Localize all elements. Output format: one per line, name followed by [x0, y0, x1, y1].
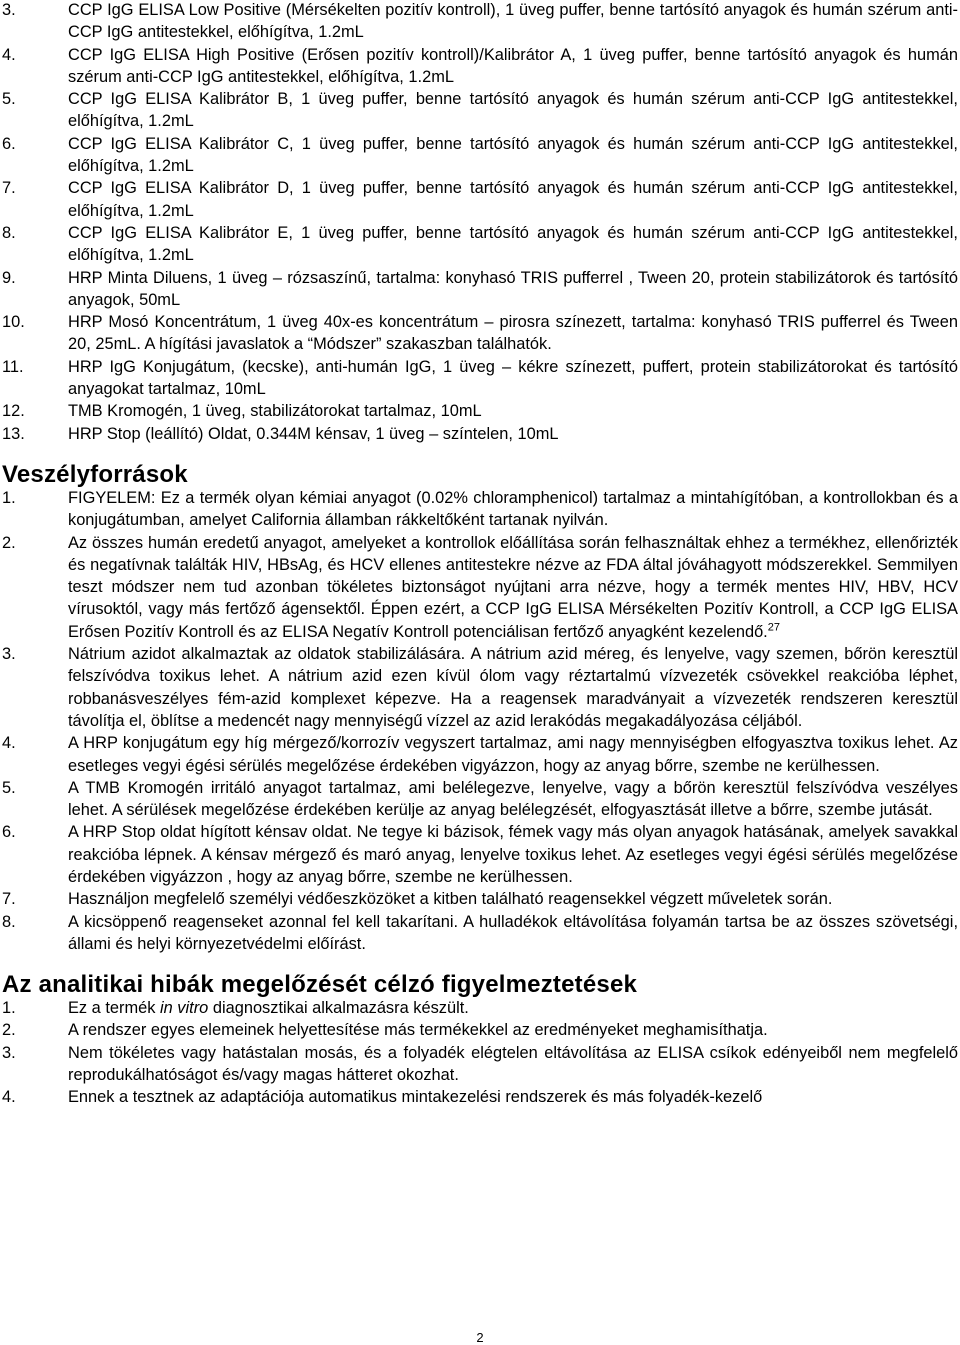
list-text: FIGYELEM: Ez a termék olyan kémiai anyagot (0.02% chloramphenicol) tartalmaz a mintahígítóban, a kontrollokban és a konjugátumban, amelyet California államban rákkeltőként tartanak nyilván.	[68, 488, 958, 530]
list-text: A rendszer egyes elemeinek helyettesítése más termékekkel az eredményeket meghamisíthatja.	[68, 1021, 768, 1040]
list-item	[0, 0, 960, 44]
list-number: 10.	[2, 313, 25, 332]
components-list	[0, 0, 960, 445]
list-number: 3.	[2, 1, 16, 19]
list-item	[0, 267, 960, 312]
list-text: CCP IgG ELISA Kalibrátor E, 1 üveg puffer, benne tartósító anyagok és humán szérum anti-CCP IgG antitestekkel, előhígítva, 1.2mL	[68, 223, 958, 265]
list-number: 11.	[2, 357, 24, 376]
list-number: 6.	[2, 134, 16, 153]
list-text: A TMB Kromogén irritáló anyagot tartalmaz, ami belélegezve, lenyelve, vagy a bőrön keresztül felszívódva veszélyes lehet. A sérülések megelőzése érdekében kerülje az anyag belélegzését, elfogyasztását illetve a bőrre, szembe jutását.	[68, 778, 958, 820]
list-item	[0, 821, 960, 888]
footnote-reference: 27	[767, 621, 780, 634]
list-item	[0, 133, 960, 178]
list-number: 4.	[2, 45, 16, 64]
list-text: HRP Minta Diluens, 1 üveg – rózsaszínű, tartalma: konyhasó TRIS pufferrel , Tween 20, protein stabilizátorok és tartósító anyagok, 50mL	[68, 268, 958, 309]
list-item	[0, 1019, 960, 1041]
list-number: 4.	[2, 734, 16, 753]
list-item	[0, 1042, 960, 1087]
list-item	[0, 44, 960, 89]
list-text-italic: in vitro	[160, 999, 209, 1018]
list-number: 6.	[2, 823, 16, 842]
list-number: 8.	[2, 223, 16, 242]
list-text: TMB Kromogén, 1 üveg, stabilizátorokat tartalmaz, 10mL	[68, 402, 482, 421]
list-number: 5.	[2, 90, 16, 109]
list-text: CCP IgG ELISA Kalibrátor D, 1 üveg puffer, benne tartósító anyagok és humán szérum anti-CCP IgG antitestekkel, előhígítva, 1.2mL	[68, 179, 958, 220]
list-number: 7.	[2, 179, 16, 198]
list-number: 1.	[2, 999, 16, 1018]
list-number: 2.	[2, 533, 16, 552]
list-item	[0, 532, 960, 643]
list-text: HRP Mosó Koncentrátum, 1 üveg 40x-es koncentrátum – pirosra színezett, tartalma: konyhasó TRIS pufferrel és Tween 20, 25mL. A hígítási javaslatok a “Módszer” szakaszban találhatók.	[68, 313, 958, 354]
list-item	[0, 888, 960, 910]
list-item	[0, 997, 960, 1019]
list-number: 4.	[2, 1088, 16, 1107]
list-text: Ennek a tesztnek az adaptációja automatikus mintakezelési rendszerek és más folyadék-kezelő	[68, 1088, 763, 1107]
list-item	[0, 1086, 960, 1108]
analytic-errors-list	[0, 997, 960, 1108]
list-item	[0, 487, 960, 532]
list-item	[0, 177, 960, 222]
list-number: 2.	[2, 1021, 16, 1040]
list-text: CCP IgG ELISA Low Positive (Mérsékelten pozitív kontroll), 1 üveg puffer, benne tartósító anyagok és humán szérum anti-CCP IgG antitestekkel, előhígítva, 1.2mL	[68, 1, 958, 42]
list-number: 3.	[2, 1043, 16, 1062]
list-text: diagnosztikai alkalmazásra készült.	[208, 999, 469, 1018]
list-item	[0, 222, 960, 267]
list-text: A kicsöppenő reagenseket azonnal fel kell takarítani. A hulladékok eltávolítása folyamán tartsa be az összes szövetségi, állami és helyi környezetvédelmi előírást.	[68, 912, 958, 953]
list-item	[0, 911, 960, 956]
list-text: Nem tökéletes vagy hatástalan mosás, és a folyadék elégtelen eltávolítása az ELISA csíkok edényeiből nem megfelelő reprodukálhatóságot és/vagy magas hátteret okozhat.	[68, 1043, 958, 1085]
list-number: 9.	[2, 268, 16, 287]
list-text: CCP IgG ELISA Kalibrátor B, 1 üveg puffer, benne tartósító anyagok és humán szérum anti-CCP IgG antitestekkel, előhígítva, 1.2mL	[68, 90, 958, 131]
list-text: Nátrium azidot alkalmaztak az oldatok stabilizálására. A nátrium azid méreg, és lenyelve, vagy szemen, bőrön keresztül felszívódva toxikus lehet. A nátrium azid ezen kívül ólom vagy réztartalmú vízvezeték csövekkel reakcióba léphet, robbanásveszélyes fém-azid komplexet képezve. Ha a reagensek maradványait a vízvezeték rendszeren keresztül távolítja el, öblítse a medencét nagy mennyiségű vízzel az azid lerakódás megakadályozása céljából.	[68, 645, 958, 730]
hazards-list	[0, 487, 960, 955]
list-text: CCP IgG ELISA Kalibrátor C, 1 üveg puffer, benne tartósító anyagok és humán szérum anti-CCP IgG antitestekkel, előhígítva, 1.2mL	[68, 134, 958, 176]
list-item	[0, 643, 960, 732]
page-number: 2	[476, 1330, 484, 1345]
list-text: Használjon megfelelő személyi védőeszközöket a kitben található reagensekkel végzett műveletek során.	[68, 890, 833, 909]
list-text: CCP IgG ELISA High Positive (Erősen pozitív kontroll)/Kalibrátor A, 1 üveg puffer, benne tartósító anyagok és humán szérum anti-CCP IgG antitestekkel, előhígítva, 1.2mL	[68, 45, 958, 86]
analytic-errors-heading: Az analitikai hibák megelőzését célzó figyelmeztetések	[2, 971, 638, 999]
list-item	[0, 400, 960, 422]
list-item	[0, 356, 960, 401]
list-number: 8.	[2, 912, 16, 931]
list-item	[0, 777, 960, 822]
list-text: HRP IgG Konjugátum, (kecske), anti-humán IgG, 1 üveg – kékre színezett, puffert, protein stabilizátorokat és tartósító anyagokat tartalmaz, 10mL	[68, 357, 958, 399]
list-text: Ez a termék	[68, 999, 160, 1018]
list-number: 3.	[2, 645, 16, 664]
list-item	[0, 311, 960, 356]
list-text: HRP Stop (leállító) Oldat, 0.344M kénsav, 1 üveg – színtelen, 10mL	[68, 424, 559, 443]
list-number: 1.	[2, 488, 16, 507]
list-text: Az összes humán eredetű anyagot, amelyeket a kontrollok előállítása során felhasználtak ehhez a termékhez, ellenőrizték és negatívnak találták HIV, HBsAg, és HCV ellenes antitestekre nézve az FDA által jóváhagyott módszerekkel. Semmilyen teszt módszer nem tud azonban tökéletes biztonságot nyújtani arra nézve, hogy a termék mentes HIV, HBV, HCV vírusoktól, vagy más fertőző ágensektől. Éppen ezért, a CCP IgG ELISA Mérsékelten Pozitív Kontroll, a CCP IgG ELISA Erősen Pozitív Kontroll és az ELISA Negatív Kontroll potenciálisan fertőző anyagként kezelendő.	[68, 533, 958, 641]
list-number: 13.	[2, 424, 25, 443]
list-item	[0, 423, 960, 445]
list-number: 12.	[2, 402, 25, 421]
list-item	[0, 88, 960, 133]
hazards-heading: Veszélyforrások	[2, 460, 188, 488]
list-text: A HRP konjugátum egy híg mérgező/korrozív vegyszert tartalmaz, ami nagy mennyiségben elfogyasztva toxikus lehet. Az esetleges vegyi égési sérülés megelőzése érdekében vigyázzon, hogy az anyag bőrre, szembe ne kerülhessen.	[68, 734, 958, 775]
list-number: 7.	[2, 890, 16, 909]
list-number: 5.	[2, 778, 16, 797]
list-text: A HRP Stop oldat hígított kénsav oldat. Ne tegye ki bázisok, fémek vagy más olyan anyagok hatásának, amelyek savakkal reakcióba lépnek. A kénsav mérgező és maró anyag, lenyelve toxikus lehet. Az esetleges vegyi égési sérülés megelőzése érdekében vigyázzon , hogy az anyag bőrre, szembe ne kerülhessen.	[68, 823, 958, 886]
list-item	[0, 732, 960, 777]
